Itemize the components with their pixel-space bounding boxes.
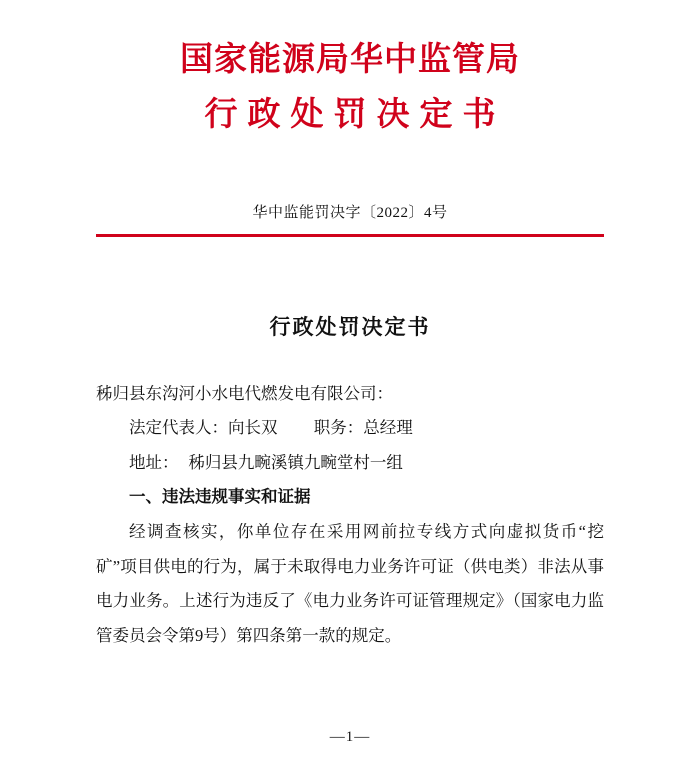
recipient-line: 秭归县东沟河小水电代燃发电有限公司： [96, 383, 393, 403]
page-title: 行政处罚决定书 [269, 314, 431, 339]
section-heading-violations: 一、违法违规事实和证据 [129, 487, 311, 507]
document-page [0, 38, 700, 764]
red-divider [96, 234, 604, 237]
legal-representative-line [96, 411, 604, 446]
address-label: 地址： [129, 452, 179, 472]
document-type-heading: 行政处罚决定书 [204, 94, 506, 134]
position-label: 职务： [313, 418, 364, 438]
document-number: 华中监能罚决字〔2022〕4号 [252, 204, 448, 221]
issuing-authority: 国家能源局华中监管局 [180, 39, 520, 78]
legal-rep-label: 法定代表人： [129, 418, 228, 438]
page-number: —1— [329, 729, 371, 745]
masthead [96, 38, 604, 135]
position-value: 总经理 [363, 418, 413, 438]
legal-rep-value: 向长双 [228, 418, 278, 438]
address-value: 秭归县九畹溪镇九畹堂村一组 [188, 452, 403, 472]
paragraph-facts-evidence: 经调查核实，你单位存在采用网前拉专线方式向虚拟货币“挖矿”项目供电的行为，属于未取得电力业务许可证（供电类）非法从事电力业务。上述行为违反了《电力业务许可证管理规定》（国家电力监管委员会令第9号）第四条第一款的规定。 [96, 522, 604, 645]
address-line [96, 446, 604, 481]
document-body [96, 377, 604, 654]
